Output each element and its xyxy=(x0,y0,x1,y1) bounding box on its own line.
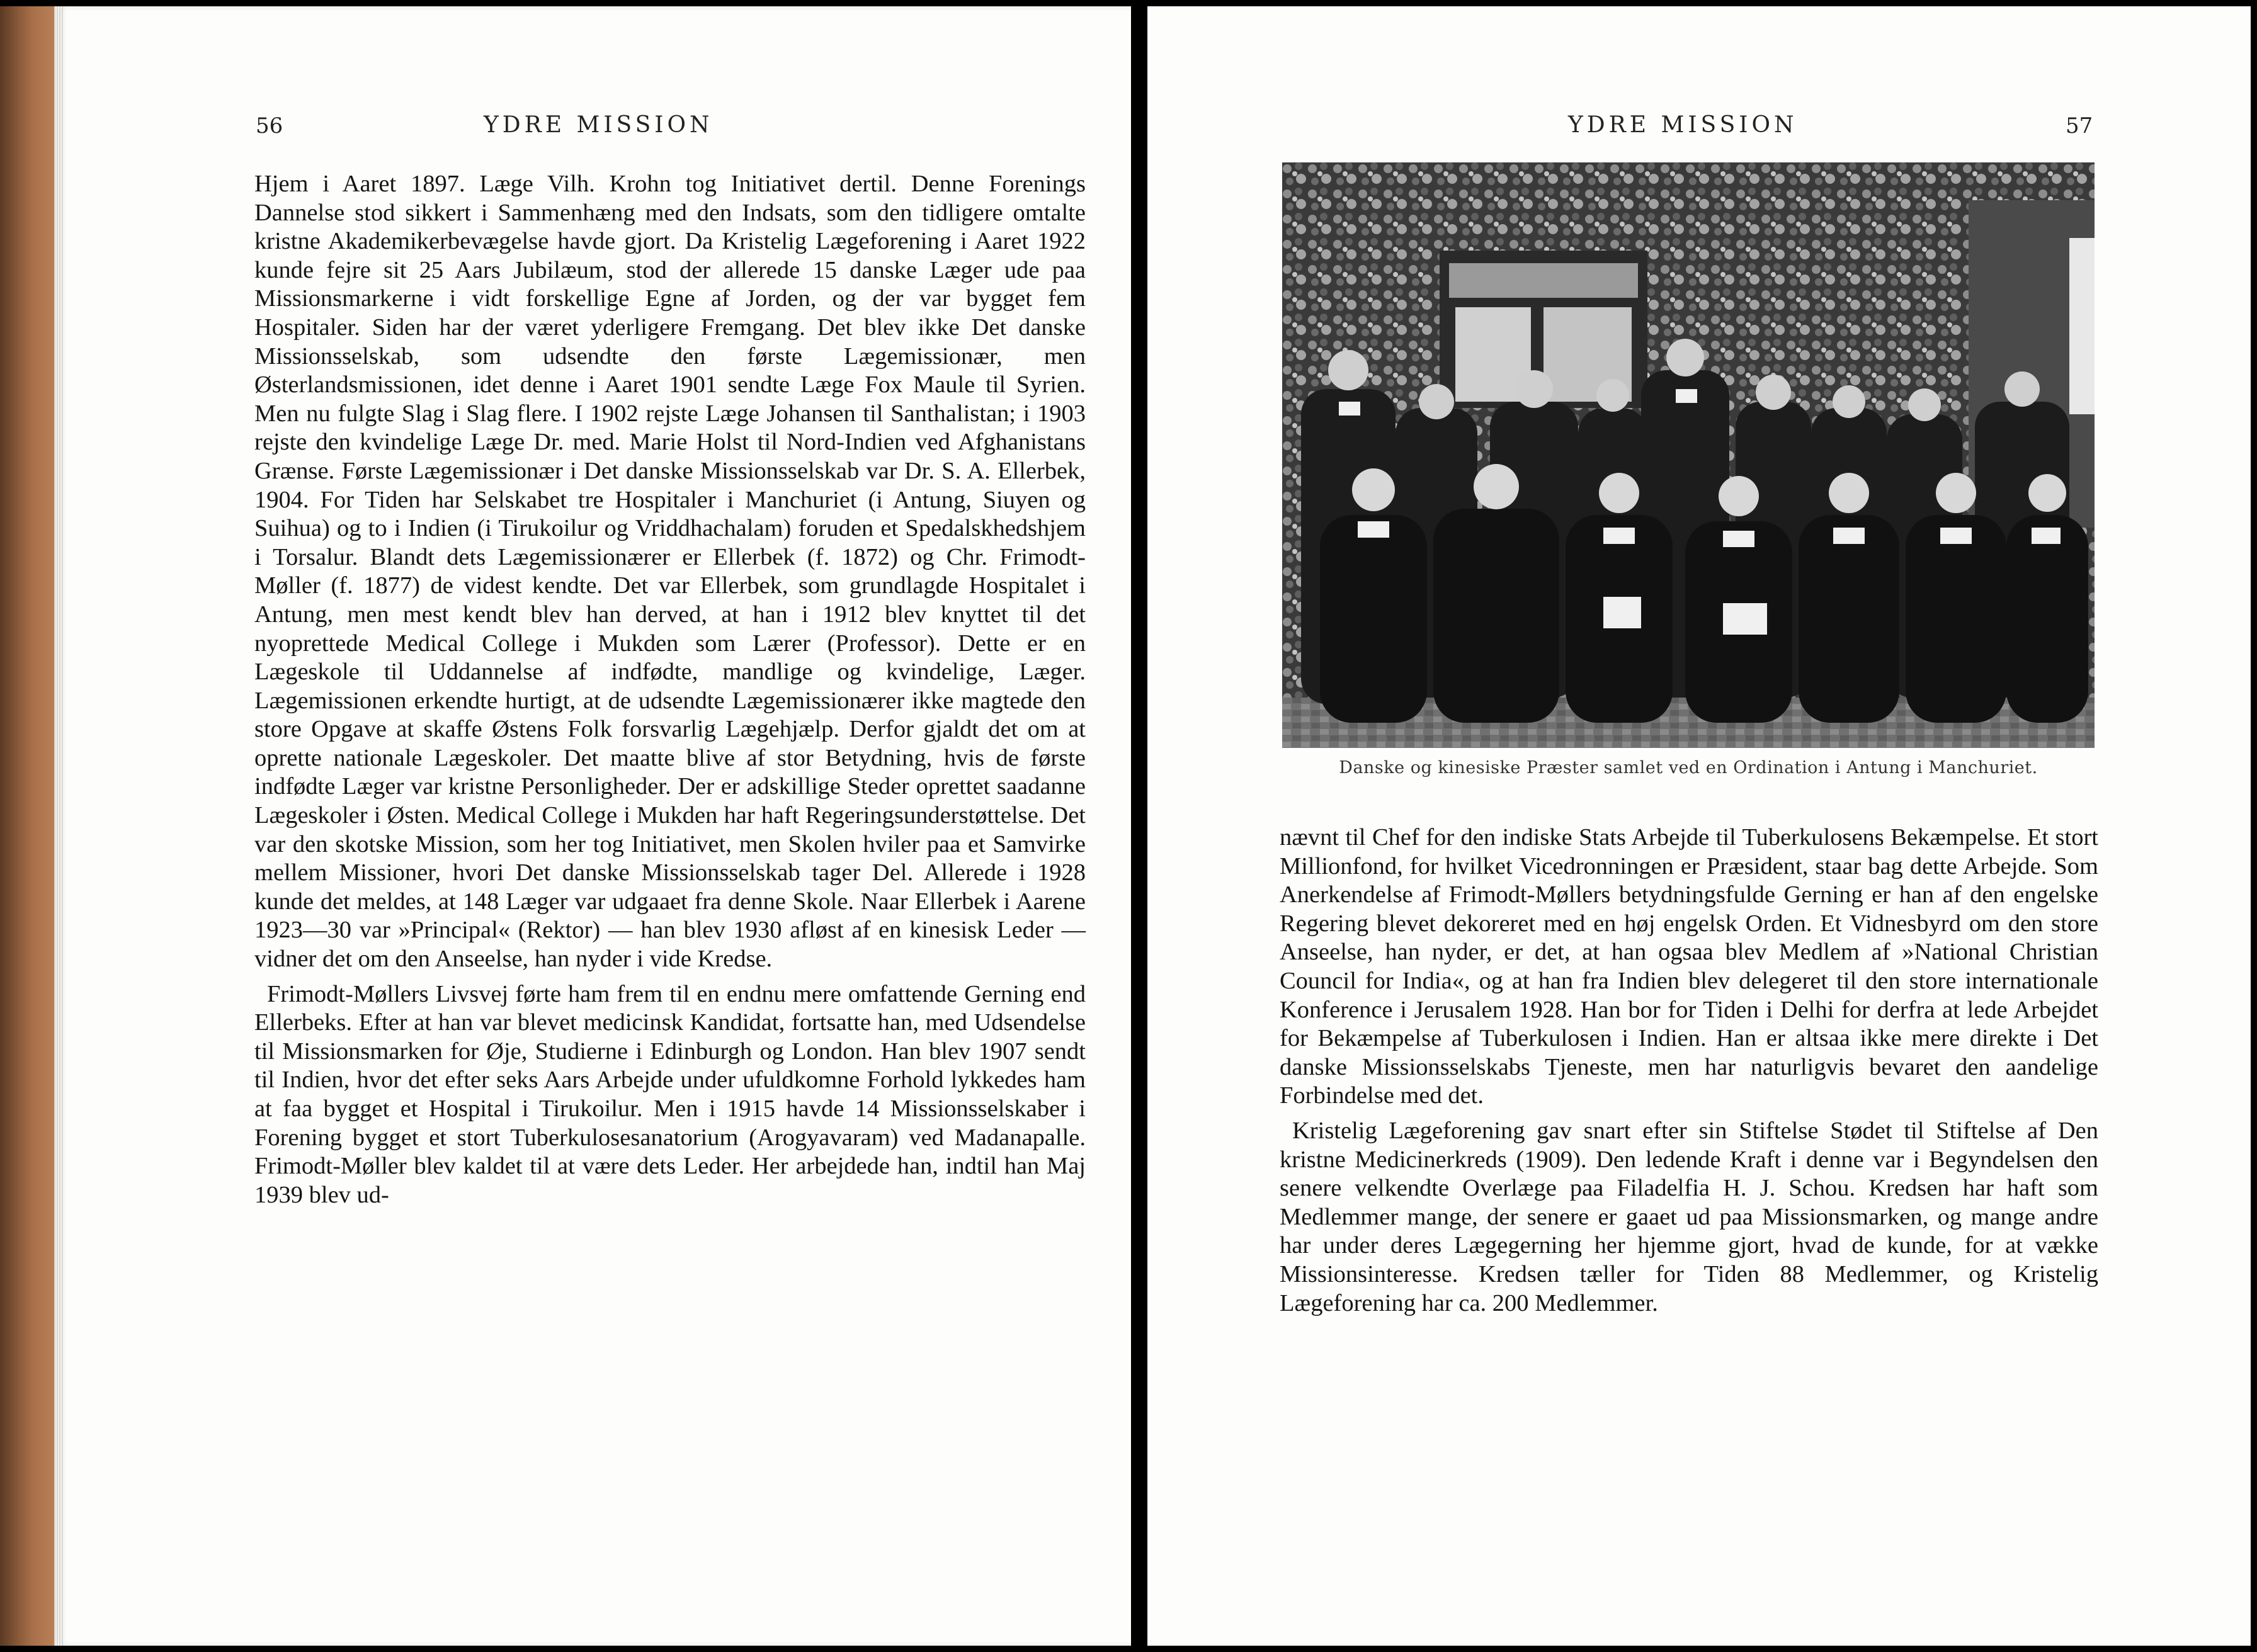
body-text xyxy=(1280,823,2098,1318)
group-photograph xyxy=(1282,162,2095,748)
paragraph: Kristelig Lægeforening gav snart efter sin Stiftelse Stødet til Stiftelse af Den kristne Medicinerkreds (1909). Den ledende Kraft i denne var i Begyndelsen den senere velkendte Overlæge paa Filadelfia H. J. Schou. Kredsen har haft som Medlemmer mange, der senere er gaaet ud paa Missionsmarken, og mange andre har under deres Lægegerning her hjemme gjort, hvad de kunde, for at vække Missionsinteresse. Kredsen tæller for Tiden 88 Medlemmer, og Kristelig Lægeforening har ca. 200 Medlemmer. xyxy=(1280,1117,2098,1316)
photo-caption: Danske og kinesiske Præster samlet ved en Ordination i Antung i Manchuriet. xyxy=(1339,758,2038,778)
running-head: YDRE MISSION xyxy=(1568,112,1798,138)
right-page xyxy=(1147,6,2251,1646)
page-number: 57 xyxy=(2066,113,2093,139)
paragraph: nævnt til Chef for den indiske Stats Arbejde til Tuberkulosens Bekæmpelse. Et stort Millionfond, for hvilket Vicedronningen er Præsident, staar bag dette Arbejde. Som Anerkendelse af Frimodt-Møllers betydningsfulde Gerning er han af den engelske Regering blevet dekoreret med en høj engelsk Orden. Et Vidnesbyrd om den store Anseelse, han nyder, er det, at han ogsaa blev Medlem af »National Christian Council for India«, og at han fra Indien blev delegeret til den store internationale Konference i Jerusalem 1928. Han bor for Tiden i Delhi for derfra at lede Arbejdet for Bekæmpelse af Tuberkulosen i Indien. Han er altsaa ikke mere direkte i Det danske Missionsselskabs Tjeneste, men har naturligvis bevaret den aandelige Forbindelse med det. xyxy=(1280,824,2098,1109)
body-text xyxy=(254,170,1086,1209)
page-number: 56 xyxy=(256,113,283,139)
book-edge xyxy=(0,6,54,1646)
left-page xyxy=(54,6,1131,1646)
paragraph: Hjem i Aaret 1897. Læge Vilh. Krohn tog Initiativet dertil. Denne Forenings Dannelse stod sikkert i Sammenhæng med den Indsats, som den tidligere omtalte kristne Akademikerbevægelse havde gjort. Da Kristelig Lægeforening i Aaret 1922 kunde fejre sit 25 Aars Jubilæum, stod der allerede 15 danske Læger ude paa Missionsmarkerne i vidt forskellige Egne af Jorden, og der var bygget fem Hospitaler. Siden har der været yderligere Fremgang. Det blev ikke Det danske Missionsselskab, som udsendte den første Lægemissionær, men Østerlandsmissionen, idet denne i Aaret 1901 sendte Læge Fox Maule til Syrien. Men nu fulgte Slag i Slag flere. I 1902 rejste Læge Johansen til Santhalistan; i 1903 rejste den kvindelige Læge Dr. med. Marie Holst til Nord-Indien ved Afghanistans Grænse. Første Lægemissionær i Det danske Missionsselskab var Dr. S. A. Ellerbek, 1904. For Tiden har Selskabet tre Hospitaler i Manchuriet (i Antung, Siuyen og Suihua) og to i Indien (i Tirukoilur og Vriddhachalam) foruden et Spedalskhedshjem i Torsalur. Blandt dets Lægemissionærer er Ellerbek (f. 1872) og Chr. Frimodt-Møller (f. 1877) de videst kendte. Det var Ellerbek, som grundlagde Hospitalet i Antung, men mest kendt blev han derved, at han i 1912 blev knyttet til det nyoprettede Medical College i Mukden som Lærer (Professor). Dette er en Lægeskole til Uddannelse af indfødte, mandlige og kvindelige, Læger. Lægemissionen erkendte hurtigt, at de udsendte Lægemissionærer ikke magtede den store Opgave at skaffe Østens Folk forsvarlig Lægehjælp. Derfor gjaldt det om at oprette nationale Lægeskoler. Det maatte blive af stor Betydning, hvis de første indfødte Læger var kristne Personligheder. Der er adskillige Steder oprettet saadanne Lægeskoler i Østen. Medical College i Mukden har haft Regeringsunderstøttelse. Det var den skotske Mission, som her tog Initiativet, men Skolen hviler paa et Samvirke mellem Missioner, hvori Det danske Missionsselskab tager Del. Allerede i 1928 kunde det meldes, at 148 Læger var udgaaet fra denne Skole. Naar Ellerbek i Aarene 1923—30 var »Principal« (Rektor) — han blev 1930 afløst af en kinesisk Leder — vidner det om den Anseelse, han nyder i vide Kredse. xyxy=(254,171,1086,973)
running-head: YDRE MISSION xyxy=(484,112,713,138)
paragraph: Frimodt-Møllers Livsvej førte ham frem til en endnu mere omfattende Gerning end Ellerbeks. Efter at han var blevet medicinsk Kandidat, fortsatte han, med Udsendelse til Missionsmarken for Øje, Studierne i Edinburgh og London. Han blev 1907 sendt til Indien, hvor det efter seks Aars Arbejde under ufuldkomne Forhold lykkedes ham at faa bygget et Hospital i Tirukoilur. Men i 1915 havde 14 Missionsselskaber i Forening bygget et stort Tuberkulosesanatorium (Arogyavaram) ved Madanapalle. Frimodt-Møller blev kaldet til at være dets Leder. Her arbejdede han, indtil han Maj 1939 blev ud- xyxy=(254,980,1086,1208)
